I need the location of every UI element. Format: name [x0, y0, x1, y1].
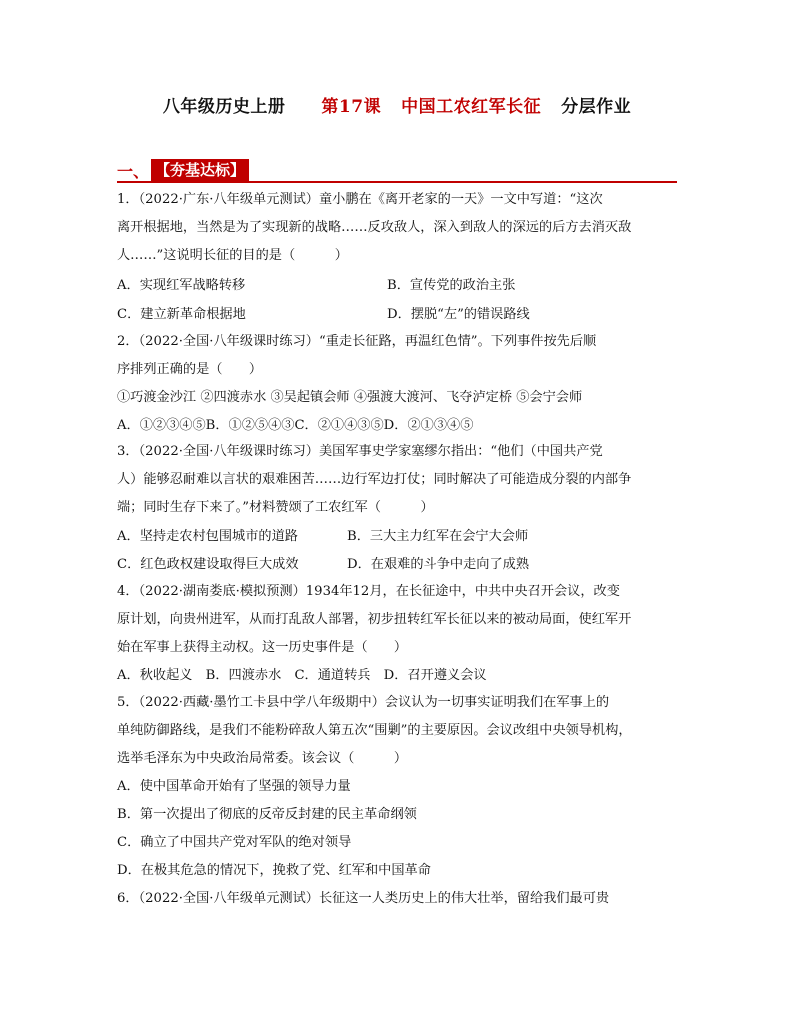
section-prefix: 一、 — [117, 161, 150, 181]
q4-line-3: 始在军事上获得主动权。这一历史事件是（ ） — [117, 640, 408, 655]
q3-line-3: 端；同时生存下来了。”材料赞颂了工农红军（ ） — [117, 500, 434, 515]
q3-line-2: 人）能够忍耐难以言状的艰难困苦……边行军边打仗；同时解决了可能造成分裂的内部争 — [117, 472, 632, 487]
title-course: 八年级历史上册 — [162, 97, 286, 117]
q5-line-3: 选举毛泽东为中央政治局常委。该会议（ ） — [117, 751, 408, 766]
q1-option-d: D．摆脱“左”的错误路线 — [387, 307, 530, 322]
q3-option-b: B．三大主力红军在会宁大会师 — [347, 529, 529, 544]
q2-line-1: 2．（2022·全国·八年级课时练习）“重走长征路，再温红色情”。下列事件按先后顺 — [117, 334, 597, 349]
title-homework-type: 分层作业 — [561, 97, 632, 117]
q4-options: A．秋收起义 B．四渡赤水 C．通道转兵 D．召开遵义会议 — [117, 668, 487, 683]
q2-line-3: ①巧渡金沙江 ②四渡赤水 ③吴起镇会师 ④强渡大渡河、飞夺泸定桥 ⑤会宁会师 — [117, 390, 583, 405]
q6-line-1: 6．（2022·全国·八年级单元测试）长征这一人类历史上的伟大壮举，留给我们最可贵 — [117, 891, 610, 906]
q3-option-c: C．红色政权建设取得巨大成效 — [117, 557, 299, 572]
q1-option-b: B．宣传党的政治主张 — [387, 278, 516, 293]
q5-line-1: 5．（2022·西藏·墨竹工卡县中学八年级期中）会议认为一切事实证明我们在军事上的 — [117, 695, 610, 710]
q5-option-b: B．第一次提出了彻底的反帝反封建的民主革命纲领 — [117, 807, 417, 822]
q5-option-d: D．在极其危急的情况下，挽救了党、红军和中国革命 — [117, 863, 431, 878]
q5-option-a: A．使中国革命开始有了坚强的领导力量 — [117, 779, 351, 794]
q1-option-c: C．建立新革命根据地 — [117, 307, 246, 322]
q3-option-a: A．坚持走农村包围城市的道路 — [117, 529, 298, 544]
section-underline — [117, 181, 677, 183]
q5-option-c: C．确立了中国共产党对军队的绝对领导 — [117, 835, 352, 850]
title-lesson-number: 第17课 — [321, 97, 382, 117]
q4-line-2: 原计划，向贵州进军，从而打乱敌人部署，初步扭转红军长征以来的被动局面，使红军开 — [117, 612, 632, 627]
title-lesson-name: 中国工农红军长征 — [401, 97, 542, 117]
q1-line-2: 离开根据地，当然是为了实现新的战略……反攻敌人，深入到敌人的深远的后方去消灭敌 — [117, 220, 632, 235]
section-heading — [117, 158, 249, 182]
q1-option-a: A．实现红军战略转移 — [117, 278, 246, 293]
q4-line-1: 4．（2022·湖南娄底·模拟预测）1934年12月，在长征途中，中共中央召开会议，改变 — [117, 584, 620, 599]
q2-line-2: 序排列正确的是（ ） — [117, 362, 263, 377]
q3-option-d: D．在艰难的斗争中走向了成熟 — [347, 557, 530, 572]
page-title — [0, 92, 794, 117]
q5-line-2: 单纯防御路线，是我们不能粉碎敌人第五次“围剿”的主要原因。会议改组中央领导机构， — [117, 723, 632, 738]
q1-line-1: 1．（2022·广东·八年级单元测试）童小鹏在《离开老家的一天》一文中写道：“这次 — [117, 192, 603, 207]
q2-options: A．①②③④⑤B．①②⑤④③C．②①④③⑤D．②①③④⑤ — [117, 418, 474, 433]
section-badge: 【夯基达标】 — [151, 159, 249, 181]
q1-line-3: 人……”这说明长征的目的是（ ） — [117, 248, 348, 263]
q3-line-1: 3．（2022·全国·八年级课时练习）美国军事史学家塞缪尔指出：“他们（中国共产党 — [117, 444, 603, 459]
